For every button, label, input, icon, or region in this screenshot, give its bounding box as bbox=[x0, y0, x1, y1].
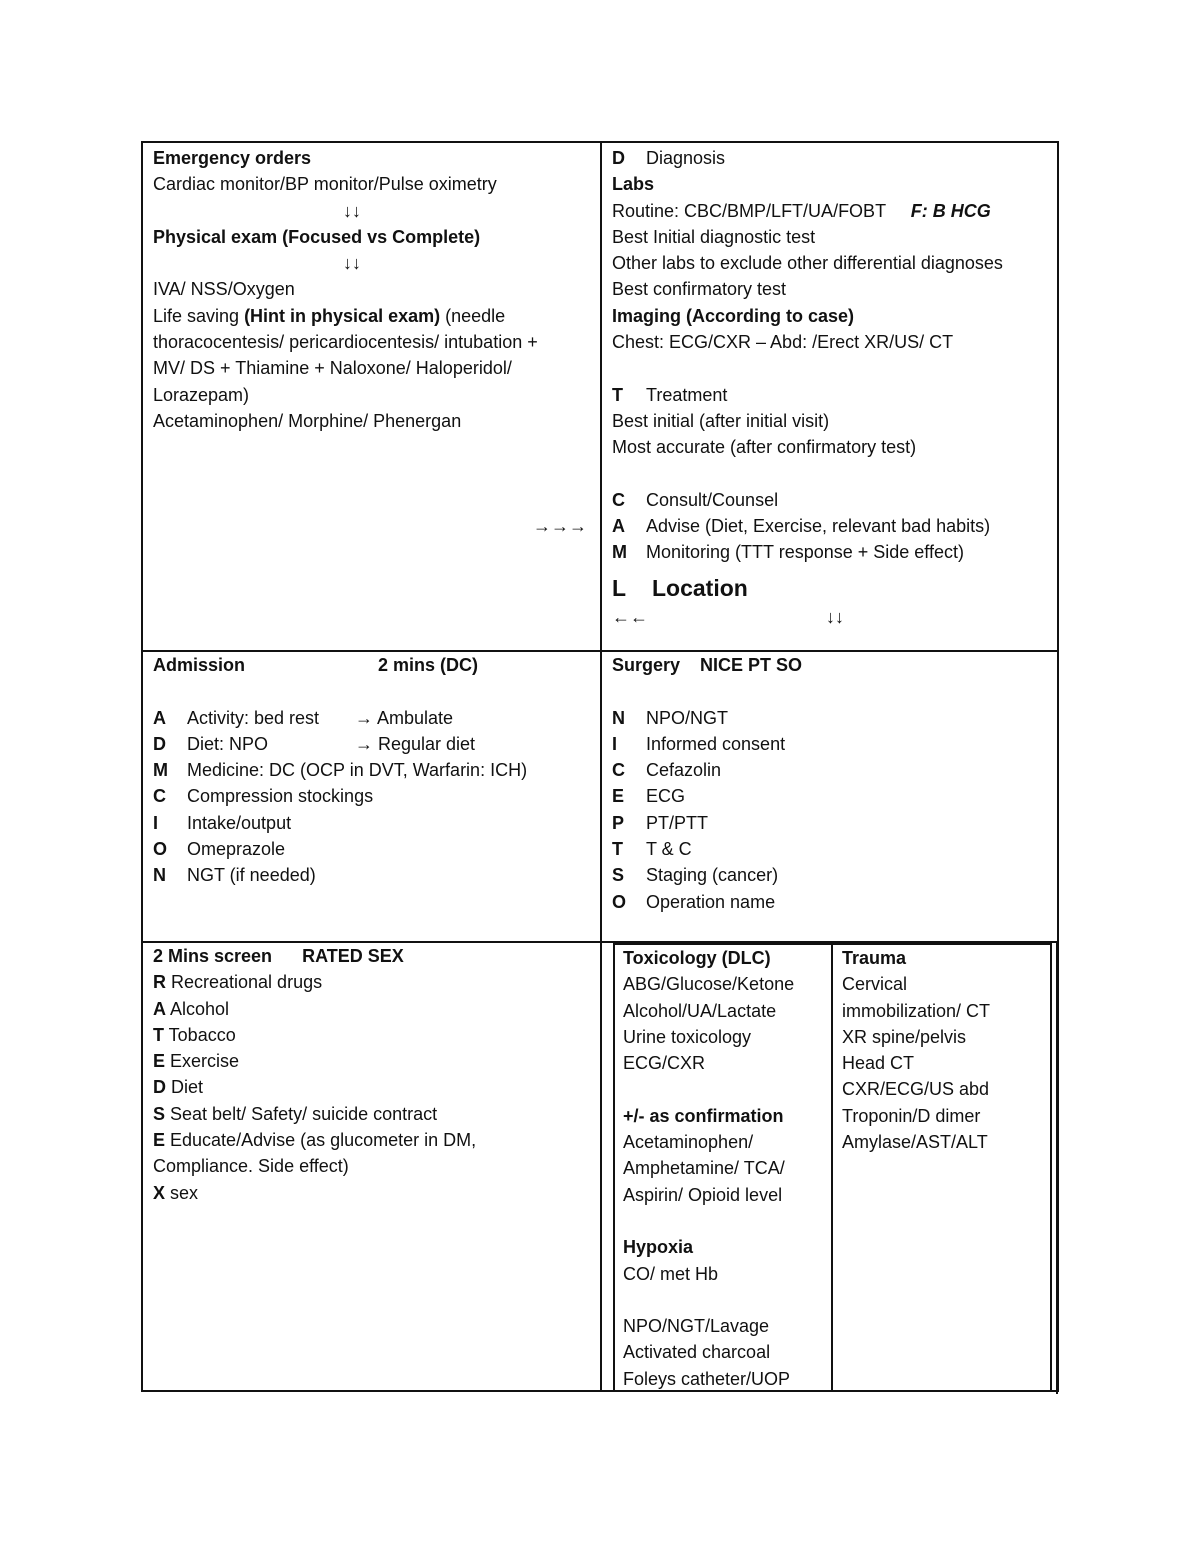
letter: A bbox=[153, 998, 166, 1019]
surgery-item bbox=[612, 783, 1057, 809]
letter: C bbox=[153, 786, 166, 807]
surgery-title: Surgery bbox=[612, 655, 681, 675]
trauma-line: XR spine/pelvis bbox=[842, 1026, 967, 1047]
letter: E bbox=[612, 786, 625, 807]
emergency-line: Acetaminophen/ Morphine/ Phenergan bbox=[153, 410, 462, 431]
surgery-item bbox=[612, 862, 1057, 888]
screen-item bbox=[153, 1101, 593, 1127]
label: Consult/Counsel bbox=[646, 489, 779, 510]
label: Tobacco bbox=[164, 1024, 236, 1045]
tox-line: Amphetamine/ TCA/ bbox=[623, 1158, 785, 1179]
orders-table bbox=[141, 141, 1059, 1392]
toxicology-title: Toxicology (DLC) bbox=[623, 948, 771, 968]
label: Seat belt/ Safety/ suicide contract bbox=[165, 1103, 438, 1124]
text-part-bold: (Hint in physical exam) bbox=[244, 305, 441, 326]
admission-item bbox=[153, 757, 593, 783]
label: Exercise bbox=[165, 1051, 240, 1072]
emergency-line: MV/ DS + Thiamine + Naloxone/ Haloperidol/ bbox=[153, 358, 512, 379]
tox-line: Activated charcoal bbox=[623, 1342, 771, 1363]
label: Educate/Advise (as glucometer in DM, bbox=[165, 1130, 477, 1151]
inner-right-edge bbox=[1056, 943, 1058, 1394]
emergency-line: IVA/ NSS/Oxygen bbox=[153, 279, 295, 300]
letter: E bbox=[153, 1130, 166, 1151]
surgery-item bbox=[612, 836, 1057, 862]
letter: X bbox=[153, 1182, 166, 1203]
label: Diet bbox=[166, 1077, 204, 1098]
letter: A bbox=[153, 707, 166, 728]
label: ECG bbox=[646, 786, 686, 807]
emergency-line bbox=[153, 303, 593, 329]
down-arrow-icon: ↓↓ bbox=[826, 606, 844, 627]
tox-line: Foleys catheter/UOP bbox=[623, 1368, 791, 1389]
admission-item bbox=[153, 810, 593, 836]
hypoxia-title: Hypoxia bbox=[623, 1237, 694, 1258]
label: Recreational drugs bbox=[166, 972, 323, 993]
tox-line: ABG/Glucose/Ketone bbox=[623, 974, 795, 995]
left-arrow-icon: ←← bbox=[612, 606, 648, 627]
letter: M bbox=[153, 760, 168, 781]
trauma-line: Troponin/D dimer bbox=[842, 1105, 981, 1126]
screen-list bbox=[153, 969, 593, 1153]
letter: A bbox=[612, 516, 625, 537]
screen-line: Compliance. Side effect) bbox=[153, 1156, 349, 1177]
trauma-title: Trauma bbox=[842, 948, 907, 968]
location-arrows bbox=[612, 604, 1057, 630]
admission-item bbox=[153, 836, 593, 862]
label: Advise (Diet, Exercise, relevant bad habits) bbox=[646, 516, 991, 537]
trauma-list bbox=[842, 971, 1047, 1155]
trauma-line: Head CT bbox=[842, 1053, 915, 1074]
label: Omeprazole bbox=[187, 839, 286, 860]
tox-line: NPO/NGT/Lavage bbox=[623, 1316, 770, 1337]
trauma-line: Cervical bbox=[842, 974, 908, 995]
surgery-list bbox=[612, 705, 1057, 915]
label: Intake/output bbox=[187, 812, 292, 833]
screen-item bbox=[153, 1180, 593, 1206]
emergency-line: Physical exam (Focused vs Complete) bbox=[153, 226, 481, 247]
label: T & C bbox=[646, 839, 692, 860]
surgery-item bbox=[612, 731, 1057, 757]
diagnosis-line: Chest: ECG/CXR – Abd: /Erect XR/US/ CT bbox=[612, 332, 954, 353]
tox-line: Acetaminophen/ bbox=[623, 1132, 754, 1153]
label: Medicine: DC (OCP in DVT, Warfarin: ICH) bbox=[187, 760, 528, 781]
letter: L bbox=[612, 574, 627, 601]
diagnosis-line: Most accurate (after confirmatory test) bbox=[612, 437, 917, 458]
label: NPO/NGT bbox=[646, 707, 729, 728]
admission-title: Admission bbox=[153, 655, 246, 675]
letter: O bbox=[153, 839, 168, 860]
letter: E bbox=[153, 1051, 166, 1072]
tox-list bbox=[623, 1129, 828, 1208]
screen-title: 2 Mins screen bbox=[153, 946, 273, 966]
admission-item bbox=[153, 705, 593, 731]
letter: T bbox=[612, 384, 623, 405]
tox-line: Urine toxicology bbox=[623, 1026, 752, 1047]
letter: O bbox=[612, 891, 627, 912]
screen-item bbox=[153, 1127, 593, 1153]
surgery-cell bbox=[612, 652, 1057, 915]
diagnosis-line: Best confirmatory test bbox=[612, 279, 787, 300]
label: Diet: NPO bbox=[187, 733, 269, 754]
screen-item bbox=[153, 1022, 593, 1048]
admission-dc: 2 mins (DC) bbox=[378, 655, 479, 675]
trauma-line: CXR/ECG/US abd bbox=[842, 1079, 990, 1100]
diagnosis-line: Other labs to exclude other differential diagnoses bbox=[612, 253, 1003, 274]
routine-text: Routine: CBC/BMP/LFT/UA/FOBT bbox=[612, 200, 886, 221]
letter: N bbox=[612, 707, 625, 728]
column-divider bbox=[600, 143, 602, 1390]
letter: T bbox=[612, 839, 623, 860]
emergency-line: thoracocentesis/ pericardiocentesis/ intubation + bbox=[153, 332, 538, 353]
tox-line: ECG/CXR bbox=[623, 1053, 706, 1074]
admission-list bbox=[153, 705, 593, 889]
admission-heading bbox=[153, 652, 593, 678]
emergency-line: Lorazepam) bbox=[153, 384, 250, 405]
surgery-mnemonic: NICE PT SO bbox=[700, 655, 803, 675]
trauma-line: Amylase/AST/ALT bbox=[842, 1132, 988, 1153]
tox-line: Aspirin/ Opioid level bbox=[623, 1184, 783, 1205]
labs-heading: Labs bbox=[612, 174, 655, 195]
label: PT/PTT bbox=[646, 812, 708, 833]
screen-mnemonic: RATED SEX bbox=[302, 946, 404, 966]
screen-heading bbox=[153, 943, 593, 969]
imaging-heading: Imaging (According to case) bbox=[612, 305, 855, 326]
label: Location bbox=[652, 574, 748, 601]
monitoring-line bbox=[612, 539, 1057, 565]
tox-line: Alcohol/UA/Lactate bbox=[623, 1000, 777, 1021]
letter: D bbox=[612, 148, 625, 168]
tox-line: CO/ met Hb bbox=[623, 1263, 719, 1284]
screen-item bbox=[153, 1048, 593, 1074]
extra: → Ambulate bbox=[355, 707, 454, 728]
tox-trauma-table bbox=[613, 943, 1052, 1392]
letter: C bbox=[612, 760, 625, 781]
label: NGT (if needed) bbox=[187, 865, 316, 886]
admission-item bbox=[153, 731, 593, 757]
surgery-item bbox=[612, 705, 1057, 731]
trauma-cell bbox=[842, 945, 1047, 1155]
consult-line bbox=[612, 487, 1057, 513]
treatment-heading bbox=[612, 382, 1057, 408]
female-note: F: B HCG bbox=[910, 200, 991, 221]
letter: D bbox=[153, 733, 166, 754]
label: Activity: bed rest bbox=[187, 707, 320, 728]
label: Compression stockings bbox=[187, 786, 374, 807]
admission-cell bbox=[153, 652, 593, 889]
screen-item bbox=[153, 1074, 593, 1100]
letter: N bbox=[153, 865, 166, 886]
label: Staging (cancer) bbox=[646, 865, 779, 886]
surgery-item bbox=[612, 757, 1057, 783]
label: Monitoring (TTT response + Side effect) bbox=[646, 542, 964, 563]
label: Cefazolin bbox=[646, 760, 722, 781]
letter: R bbox=[153, 972, 166, 993]
location-heading bbox=[612, 572, 1057, 604]
surgery-item bbox=[612, 810, 1057, 836]
down-arrow-icon: ↓↓ bbox=[343, 253, 361, 274]
surgery-heading bbox=[612, 652, 1057, 678]
letter: I bbox=[612, 733, 618, 754]
admission-item bbox=[153, 862, 593, 888]
letter: D bbox=[153, 1077, 166, 1098]
letter: T bbox=[153, 1024, 164, 1045]
emergency-title: Emergency orders bbox=[153, 148, 312, 168]
letter: S bbox=[153, 1103, 166, 1124]
right-arrow-icon: →→→ bbox=[533, 516, 587, 537]
admission-item bbox=[153, 783, 593, 809]
inner-divider bbox=[831, 945, 833, 1392]
letter: M bbox=[612, 542, 627, 563]
text-part: Life saving bbox=[153, 305, 245, 326]
trauma-line: immobilization/ CT bbox=[842, 1000, 991, 1021]
emergency-orders-cell bbox=[153, 145, 593, 539]
diagnosis-cell bbox=[612, 145, 1057, 630]
tox-list bbox=[623, 971, 828, 1076]
confirm-title: +/- as confirmation bbox=[623, 1105, 784, 1126]
letter: P bbox=[612, 812, 625, 833]
diagnosis-heading bbox=[612, 145, 1057, 171]
toxicology-cell bbox=[623, 945, 828, 1392]
tox-list bbox=[623, 1313, 828, 1392]
down-arrow-icon: ↓↓ bbox=[343, 200, 361, 221]
label: Operation name bbox=[646, 891, 776, 912]
letter: I bbox=[153, 812, 159, 833]
diagnosis-line: Best initial (after initial visit) bbox=[612, 410, 830, 431]
screen-item bbox=[153, 969, 593, 995]
advise-line bbox=[612, 513, 1057, 539]
letter: S bbox=[612, 865, 625, 886]
label: Alcohol bbox=[166, 998, 230, 1019]
label: Treatment bbox=[646, 384, 728, 405]
extra: → Regular diet bbox=[355, 733, 476, 754]
label: Diagnosis bbox=[646, 148, 726, 168]
screen-item bbox=[153, 996, 593, 1022]
emergency-line: Cardiac monitor/BP monitor/Pulse oximetry bbox=[153, 174, 497, 195]
label: sex bbox=[165, 1182, 199, 1203]
text-part: (needle bbox=[440, 305, 506, 326]
screen-cell bbox=[153, 943, 593, 1206]
label: Informed consent bbox=[646, 733, 786, 754]
routine-line bbox=[612, 198, 1057, 224]
diagnosis-line: Best Initial diagnostic test bbox=[612, 226, 816, 247]
surgery-item bbox=[612, 889, 1057, 915]
letter: C bbox=[612, 489, 625, 510]
